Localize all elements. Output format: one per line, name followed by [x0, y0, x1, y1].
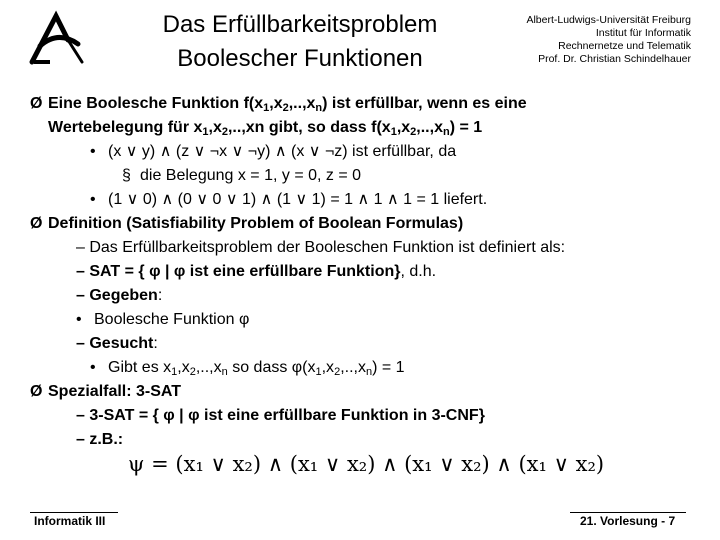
cnf-formula	[128, 452, 604, 476]
definition-heading: Ø Definition (Satisfiability Problem of Boolean Formulas)	[30, 215, 464, 232]
bullet-line-1: Ø Eine Boolesche Funktion $f(x_1,x_2,..,x_n)$ ist erfüllbar, wenn es eine	[30, 95, 527, 114]
evaluation-line: • (1 ∨ 0) ∧ (0 ∨ 0 ∨ 1) ∧ (1 ∨ 1) = 1 ∧ 1 ∧ 1 = 1 liefert.	[90, 191, 488, 208]
slide-title	[110, 8, 490, 76]
special-case-heading: Ø Spezialfall: 3-SAT	[30, 383, 182, 400]
dot-bullet-icon: •	[76, 311, 82, 328]
example-label: – z.B.:	[76, 431, 124, 448]
arrow-bullet-icon: Ø	[30, 95, 43, 112]
affiliation-line-4: Prof. Dr. Christian Schindelhauer	[538, 53, 691, 65]
footer-page: 21. Vorlesung - 7	[580, 514, 676, 528]
title-line-1: Das Erfüllbarkeitsproblem	[162, 11, 438, 38]
dot-bullet-icon: •	[90, 191, 96, 208]
affiliation	[471, 14, 691, 66]
affiliation-line-3: Rechnernetze und Telematik	[558, 40, 691, 52]
given-label: – Gegeben:	[76, 287, 163, 304]
affiliation-line-1: Albert-Ludwigs-Universität Freiburg	[526, 14, 691, 26]
arrow-bullet-icon: Ø	[30, 383, 43, 400]
arrow-bullet-icon: Ø	[30, 215, 43, 232]
sought-item: • Gibt es $x_1,x_2,..,x_n$ so dass $\varphi(x_1,x_2,..,x_n) = 1$	[90, 359, 405, 378]
sat-definition: – SAT = { φ | φ ist eine erfüllbare Funktion}, d.h.	[76, 263, 437, 280]
formula-text: ψ = (x₁ ∨ x₂) ∧ (x₁ ∨ x₂) ∧ (x₁ ∨ x₂) ∧ (x₁ ∨ x₂)	[128, 452, 605, 476]
footer-right-rule	[570, 512, 686, 513]
example-line: • (x ∨ y) ∧ (z ∨ ¬x ∨ ¬y) ∧ (x ∨ ¬z) ist erfüllbar, da	[90, 143, 457, 160]
footer-left-rule	[30, 512, 118, 513]
given-item: • Boolesche Funktion φ	[76, 311, 250, 328]
footer-course: Informatik III	[34, 514, 106, 528]
assignment-line: § die Belegung x = 1, y = 0, z = 0	[122, 167, 362, 184]
dot-bullet-icon: •	[90, 359, 96, 376]
square-bullet-icon: §	[122, 167, 131, 184]
dot-bullet-icon: •	[90, 143, 96, 160]
university-logo	[28, 10, 88, 66]
definition-intro: – Das Erfüllbarkeitsproblem der Booleschen Funktion ist definiert als:	[76, 239, 566, 256]
affiliation-line-2: Institut für Informatik	[595, 27, 691, 39]
sought-label: – Gesucht:	[76, 335, 158, 352]
title-line-2: Boolescher Funktionen	[177, 45, 423, 72]
bullet-line-2: Wertebelegung für $x_1,x_2,..,xn$ gibt, so dass $f(x_1,x_2,..,x_n) = 1$	[48, 119, 483, 138]
three-sat-definition: – 3-SAT = { φ | φ ist eine erfüllbare Funktion in 3-CNF}	[76, 407, 485, 424]
